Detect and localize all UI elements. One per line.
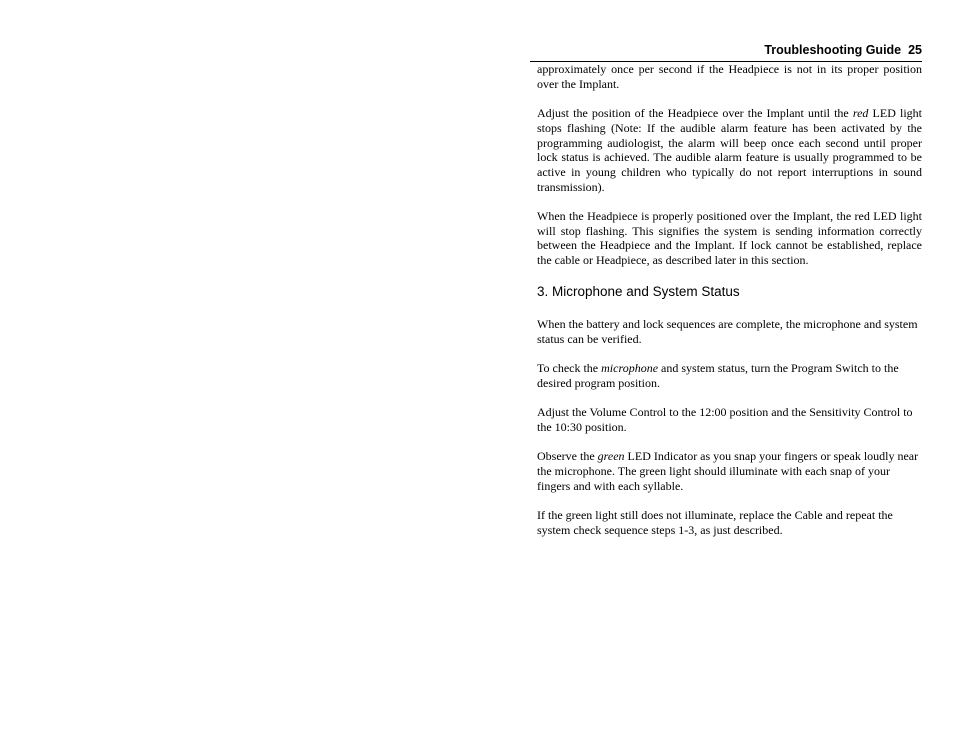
running-header xyxy=(530,42,922,58)
emphasis-red: red xyxy=(852,106,869,121)
paragraph-text: and system status, turn the Program Switch to the desired program position. xyxy=(537,360,899,390)
section-heading: 3. Microphone and System Status xyxy=(537,283,740,299)
paragraph-text: Adjust the Volume Control to the 12:00 position and the Sensitivity Control to the 10:30 position. xyxy=(537,405,913,434)
paragraph-text: If the green light still does not illuminate, replace the Cable and repeat the system check sequence steps 1-3, as just described. xyxy=(537,507,893,537)
paragraph-adjust-headpiece xyxy=(537,106,922,194)
emphasis-green: green xyxy=(597,449,625,464)
paragraph-text: Observe the xyxy=(537,449,598,464)
header-title: Troubleshooting Guide xyxy=(764,43,902,57)
emphasis-microphone: microphone xyxy=(601,360,659,375)
paragraph-observe-led xyxy=(537,449,922,493)
paragraph-adjust-volume xyxy=(537,405,922,434)
page-number: 25 xyxy=(908,43,922,57)
paragraph-verify-status xyxy=(537,317,922,346)
paragraph-replace-cable xyxy=(537,508,922,537)
body-text xyxy=(537,62,922,552)
paragraph-check-microphone xyxy=(537,361,922,390)
paragraph-continued xyxy=(537,62,922,91)
paragraph-text: To check the xyxy=(537,360,602,375)
paragraph-text: When the Headpiece is properly positioned over the Implant, the red LED light will stop flashing. This signifies the system is sending information correctly between the Headpiece and the Implant. If lock cannot be established, replace the cable or Headpiece, as described later in this section. xyxy=(537,209,922,268)
paragraph-text: When the battery and lock sequences are complete, the microphone and system status can be verified. xyxy=(537,316,918,346)
paragraph-text: LED Indicator as you snap your fingers or speak loudly near the microphone. The green light should illuminate with each snap of your fingers and with each syllable. xyxy=(537,449,919,493)
paragraph-text: approximately once per second if the Headpiece is not in its proper position over the Implant. xyxy=(537,62,922,91)
paragraph-text: Adjust the position of the Headpiece over the Implant until the xyxy=(537,106,853,121)
paragraph-headpiece-positioned xyxy=(537,209,922,268)
paragraph-text: LED light stops flashing (Note: If the audible alarm feature has been activated by the programming audiologist, the alarm will beep once each second until proper lock status is achieved. The audible alarm feature is usually programmed to be active in young children who typically do not report interruptions in sound transmission). xyxy=(537,106,922,194)
